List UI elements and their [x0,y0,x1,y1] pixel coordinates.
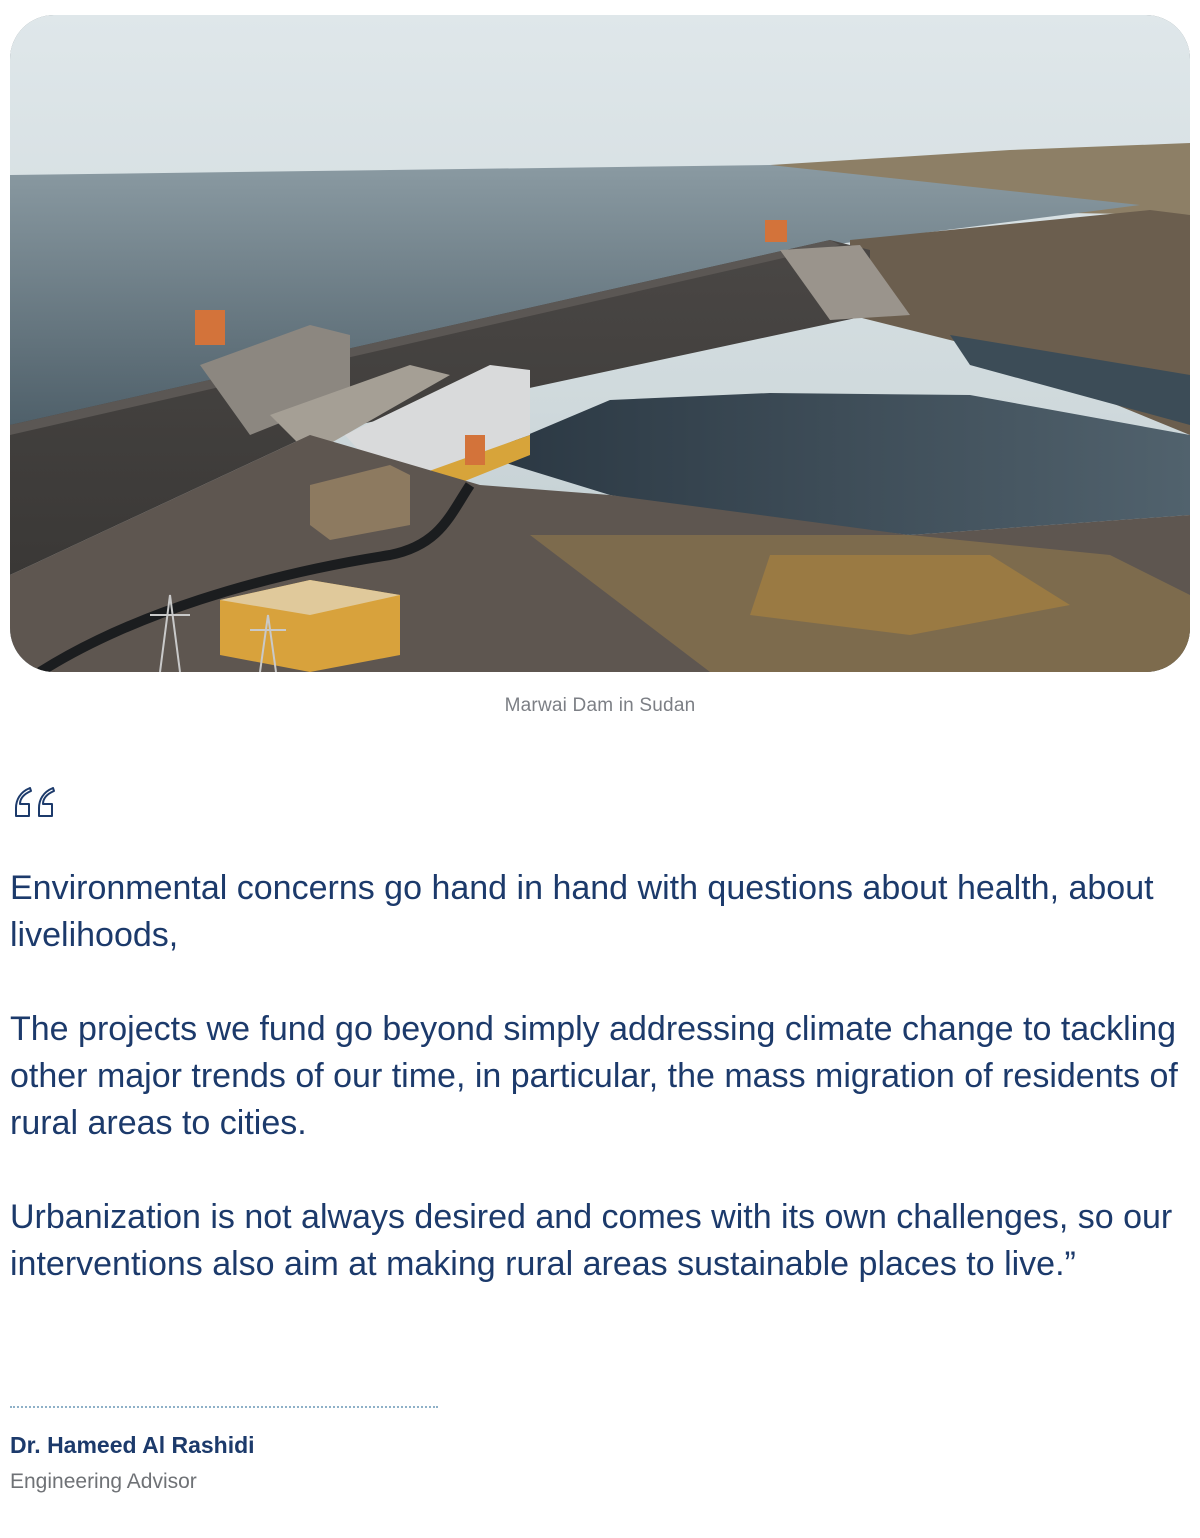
quote-body [10,865,1180,1288]
author-divider [10,1406,438,1408]
quote-paragraph: Urbanization is not always desired and comes with its own challenges, so our interventions also aim at making rural areas sustainable places to live.” [10,1198,1173,1283]
photo-caption: Marwai Dam in Sudan [504,695,696,716]
quote-open-icon [10,782,60,822]
author-name: Dr. Hameed Al Rashidi [10,1432,255,1458]
quote-paragraph: The projects we fund go beyond simply addressing climate change to tackling other major trends of our time, in particular, the mass migration of residents of rural areas to cities. [10,1010,1178,1142]
dam-photo [10,15,1190,672]
quote-paragraph: Environmental concerns go hand in hand with questions about health, about livelihoods, [10,869,1154,954]
author-role: Engineering Advisor [10,1470,197,1493]
